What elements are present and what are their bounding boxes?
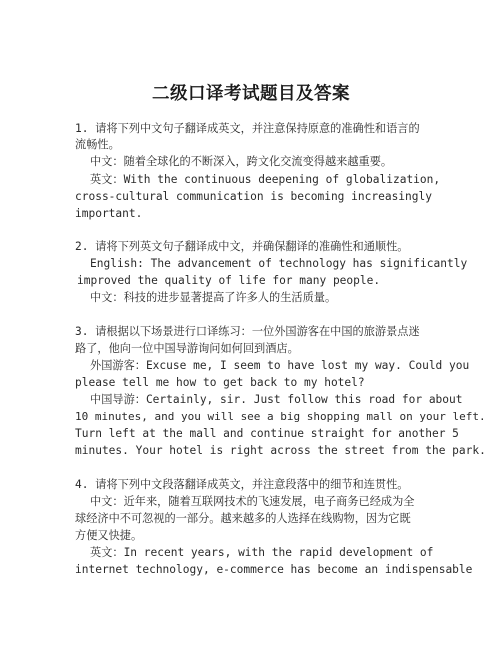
q2-english-line-2: improved the quality of life for many people. xyxy=(77,274,381,287)
q4-english-line-1: 英文：In recent years, with the rapid development of xyxy=(90,546,434,559)
q4-english-line-2: internet technology, e-commerce has become an indispensable xyxy=(75,563,473,576)
q4-chinese-line-3: 方便又快捷。 xyxy=(75,529,143,542)
q3-guide-line-3: Turn left at the mall and continue straight for another 5 xyxy=(75,427,459,440)
q2-prompt: 2. 请将下列英文句子翻译成中文，并确保翻译的准确性和通顺性。 xyxy=(75,240,409,253)
q1-english-line-1: 英文：With the continuous deepening of globalization, xyxy=(90,173,441,186)
q3-guide-line-4: minutes. Your hotel is right across the street from the park. xyxy=(75,444,486,457)
q2-chinese-text: 中文：科技的进步显著提高了许多人的生活质量。 xyxy=(90,291,337,304)
q3-tourist-line-2: please tell me how to get back to my hotel? xyxy=(75,376,365,389)
q4-chinese-line-2: 球经济中不可忽视的一部分。越来越多的人选择在线购物，因为它既 xyxy=(75,512,411,525)
q3-guide-line-1: 中国导游：Certainly, sir. Just follow this road for about xyxy=(90,393,463,406)
q3-prompt-line-2: 路了，他向一位中国导游询问如何回到酒店。 xyxy=(75,342,299,355)
q1-prompt-line-1: 1. 请将下列中文句子翻译成英文，并注意保持原意的准确性和语言的 xyxy=(75,122,420,135)
q1-prompt-line-2: 流畅性。 xyxy=(75,138,120,151)
q3-tourist-line-1: 外国游客：Excuse me, I seem to have lost my way. Could you xyxy=(90,359,470,372)
q1-english-line-2: cross-cultural communication is becoming increasingly xyxy=(75,190,432,203)
q4-chinese-line-1: 中文：近年来，随着互联网技术的飞速发展，电子商务已经成为全 xyxy=(90,495,415,508)
q2-english-line-1: English: The advancement of technology has significantly xyxy=(90,257,468,270)
document-title: 二级口译考试题目及答案 xyxy=(152,84,350,104)
q1-chinese-text: 中文：随着全球化的不断深入，跨文化交流变得越来越重要。 xyxy=(90,155,393,168)
q3-prompt-line-1: 3. 请根据以下场景进行口译练习：一位外国游客在中国的旅游景点迷 xyxy=(75,325,420,338)
q1-english-line-3: important. xyxy=(75,207,143,220)
q3-guide-line-2: 10 minutes, and you will see a big shopping mall on your left. xyxy=(75,410,486,423)
q4-prompt: 4. 请将下列中文段落翻译成英文，并注意段落中的细节和连贯性。 xyxy=(75,478,409,491)
